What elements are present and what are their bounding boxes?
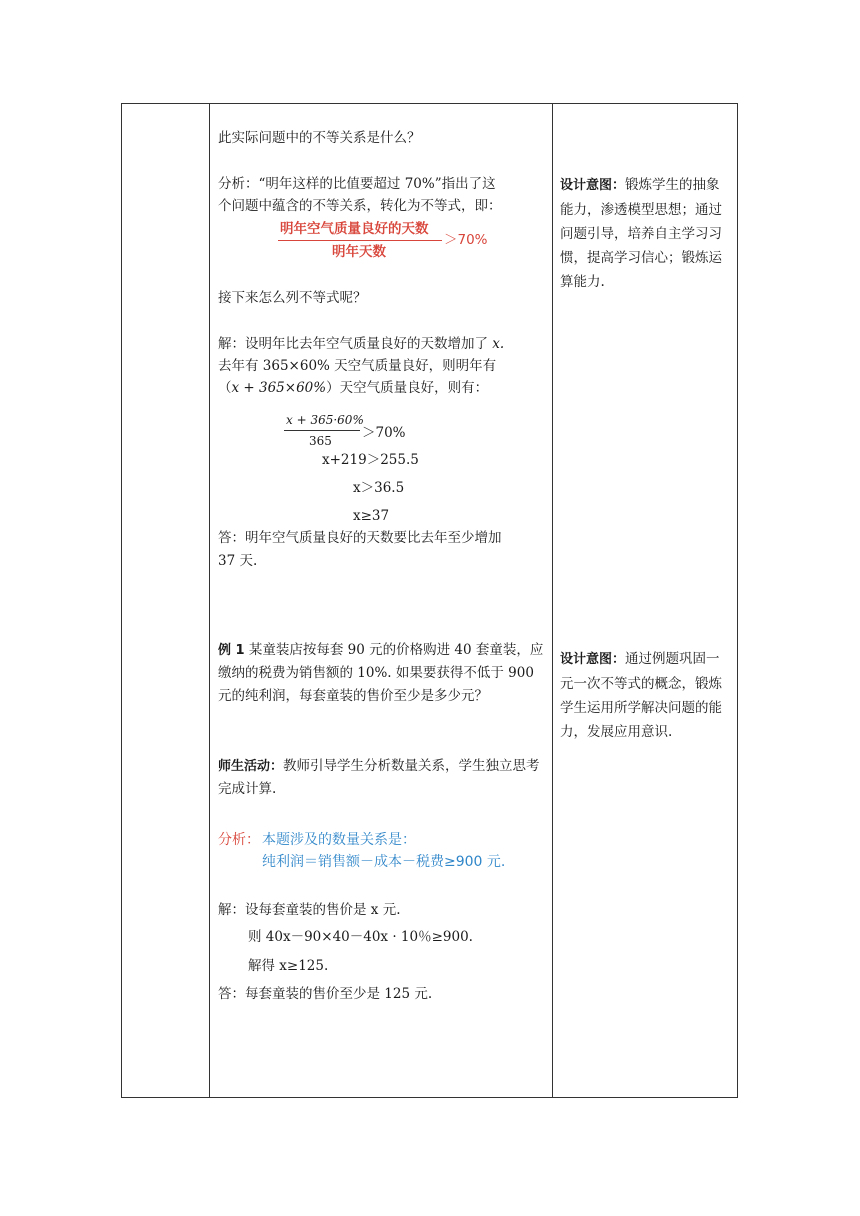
step-2: x＞36.5	[353, 480, 405, 496]
solution-1-text: 解：设明年比去年空气质量良好的天数增加了	[218, 336, 488, 352]
column-divider-2	[552, 104, 553, 1097]
solution-1-line-2: 去年有 365×60% 天空气质量良好，则明年有	[218, 358, 497, 374]
example-1	[218, 639, 544, 708]
fraction-2-rhs: ＞70%	[362, 425, 406, 441]
activity-label: 师生活动：	[218, 759, 284, 774]
solution-1-expression: x + 365×60%	[231, 380, 327, 396]
step-1: x+219＞255.5	[322, 452, 419, 468]
solution-1-paren: （	[218, 380, 232, 396]
fraction-1-denominator: 明年天数	[332, 244, 386, 260]
example-1-text: 某童装店按每套 90 元的价格购进 40 套童装，应缴纳的税费为销售额的 10%. 如果要获得不低于 900 元的纯利润，每套童装的售价至少是多少元？	[218, 642, 544, 704]
fraction-2-denominator: 365	[309, 434, 332, 448]
analysis-2-line-2: 纯利润＝销售额－成本－税费≥900 元.	[262, 854, 506, 870]
answer-1-line-2: 37 天.	[218, 553, 258, 569]
design-intent-2	[560, 647, 732, 744]
solution-1-rest: ）天空气质量良好，则有：	[326, 380, 489, 396]
activity-text: 教师引导学生分析数量关系，学生独立思考完成计算.	[218, 758, 540, 797]
step-3: x≥37	[353, 508, 390, 524]
answer-2: 答：每套童装的售价至少是 125 元.	[218, 986, 433, 1002]
question-2: 接下来怎么列不等式呢？	[218, 290, 367, 306]
column-divider-1	[209, 104, 210, 1097]
example-1-label: 例 1	[218, 643, 245, 658]
fraction-2-numerator: x + 365·60%	[286, 413, 364, 427]
design-intent-1-label: 设计意图：	[560, 178, 626, 193]
analysis-1-line-2: 个问题中蕴含的不等关系，转化为不等式，即：	[218, 198, 502, 214]
solution-1-variable: x.	[492, 336, 505, 352]
design-intent-1	[560, 173, 732, 294]
analysis-1-line-1: 分析：“明年这样的比值要超过 70%”指出了这	[218, 176, 496, 192]
teacher-student-activity	[218, 755, 544, 801]
solution-2-line-1: 解：设每套童装的售价是 x 元.	[218, 902, 401, 918]
analysis-2-line-1: 本题涉及的数量关系是：	[262, 832, 416, 848]
solution-1-line-1	[218, 333, 504, 355]
question-1: 此实际问题中的不等关系是什么？	[218, 130, 421, 146]
solution-1-line-3	[218, 377, 488, 399]
design-intent-2-text: 通过例题巩固一元一次不等式的概念，锻炼学生运用所学解决问题的能力，发展应用意识.	[560, 651, 722, 740]
design-intent-2-label: 设计意图：	[560, 652, 626, 667]
answer-1-line-1: 答：明年空气质量良好的天数要比去年至少增加	[218, 530, 502, 546]
solution-2-line-2: 则 40x－90×40－40x · 10％≥900.	[248, 929, 473, 945]
fraction-1-rhs: ＞70%	[444, 232, 488, 248]
analysis-2-label: 分析：	[218, 832, 260, 848]
solution-2-line-3: 解得 x≥125.	[248, 958, 329, 974]
fraction-1-numerator: 明年空气质量良好的天数	[280, 221, 429, 237]
design-intent-1-text: 锻炼学生的抽象能力，渗透模型思想；通过问题引导，培养自主学习习惯，提高学习信心；锻炼运算能力.	[560, 177, 722, 290]
fraction-2-bar	[284, 430, 360, 431]
